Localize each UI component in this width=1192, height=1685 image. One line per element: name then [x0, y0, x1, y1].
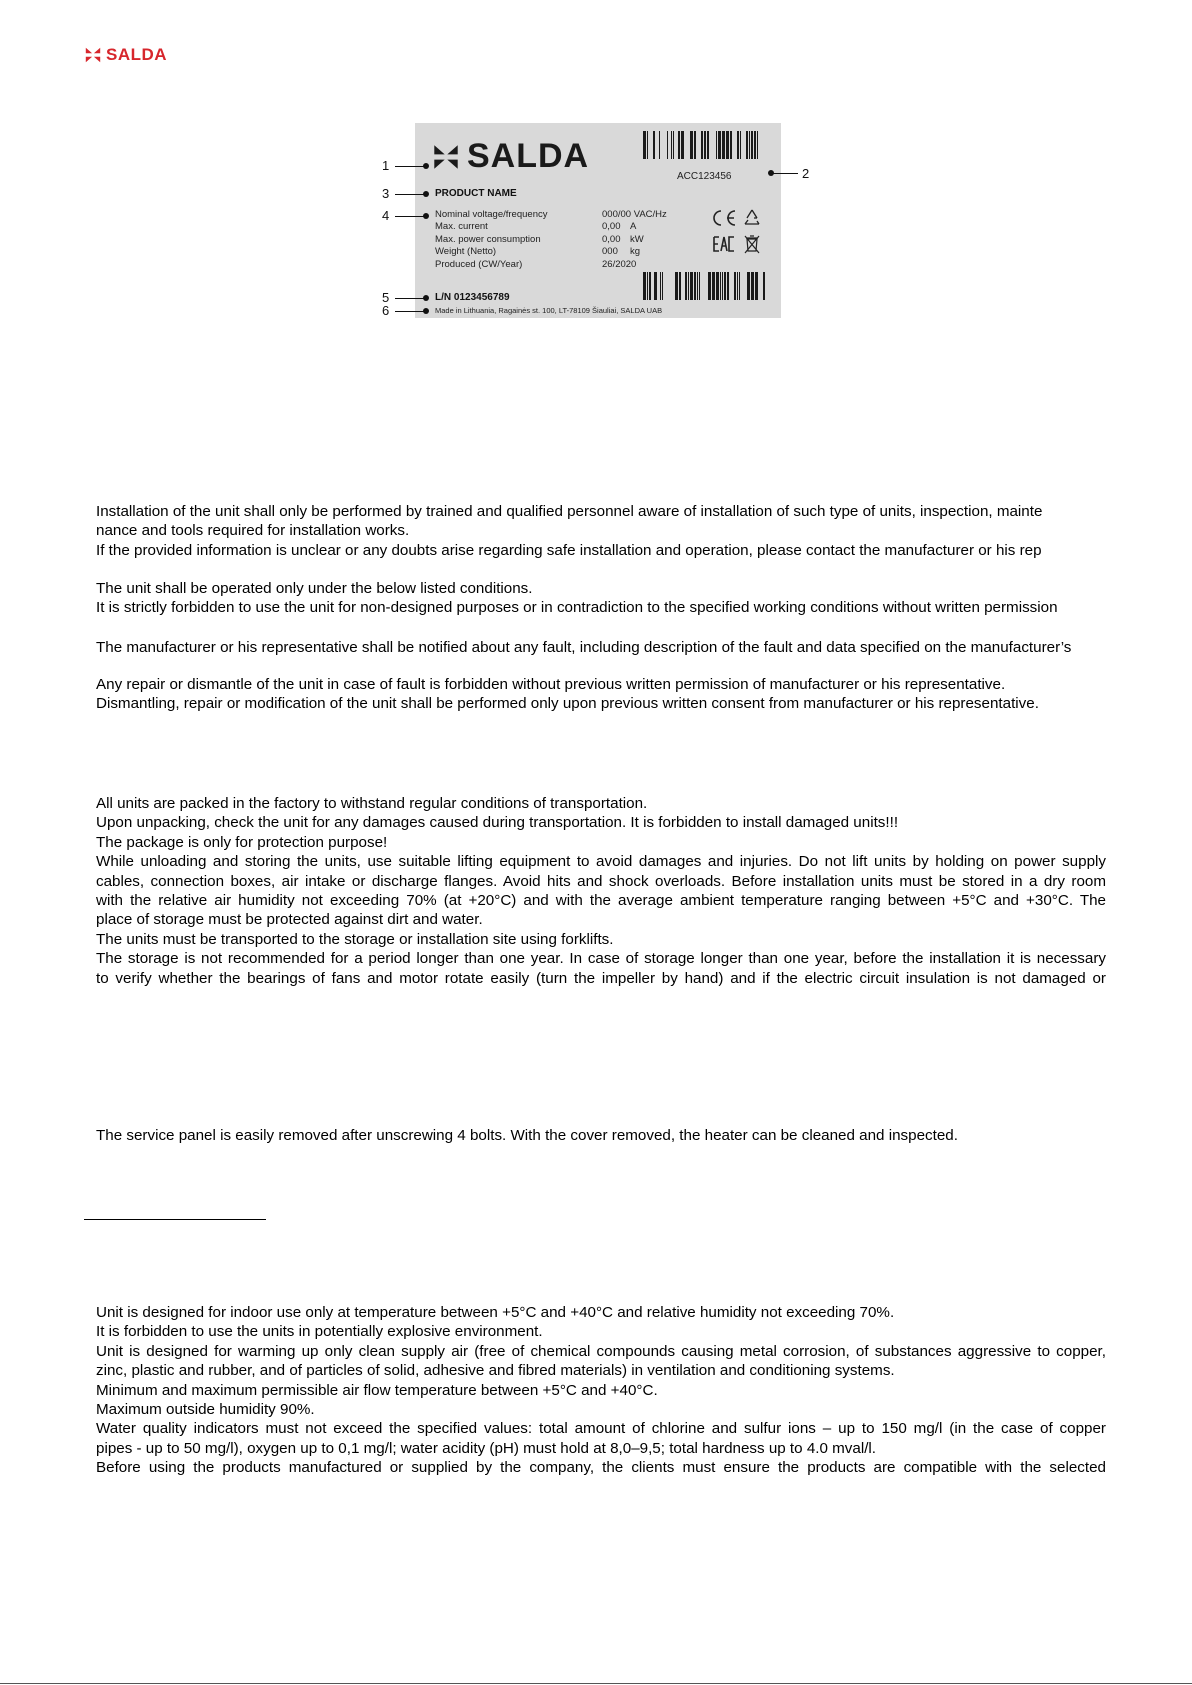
label-product-name: PRODUCT NAME — [435, 188, 517, 199]
callout-line — [772, 173, 798, 174]
text-line: Any repair or dismantle of the unit in case of fault is forbidden without previous written permission of manufacturer or his representative. — [96, 676, 1006, 693]
installation-paragraph — [96, 502, 1106, 560]
callout-dot — [423, 163, 429, 169]
label-product-code: ACC123456 — [677, 171, 732, 182]
barcode-bar — [694, 131, 696, 159]
barcode-bar — [746, 131, 748, 159]
eac-mark-icon — [713, 236, 735, 252]
text-line: Unit is designed for warming up only clean supply air (free of chemical compounds causing metal corrosion, of substances aggressive to copper, — [96, 1342, 1106, 1360]
barcode-bar — [690, 272, 693, 300]
spec-row: Weight (Netto) 000 kg — [435, 246, 641, 258]
callout-number: 4 — [382, 208, 390, 223]
barcode-bar — [690, 131, 693, 159]
barcode-bar — [679, 272, 681, 300]
barcode-bar — [757, 131, 758, 159]
barcode-bar — [751, 131, 753, 159]
text-line: Dismantling, repair or modification of the unit shall be performed only upon previous written consent from manufacturer or his representative. — [96, 695, 1039, 713]
barcode-bar — [724, 272, 726, 300]
transport-paragraph — [96, 794, 1106, 988]
barcode-bar — [685, 272, 687, 300]
page-bottom-edge — [0, 1683, 1192, 1684]
callout-dot — [423, 213, 429, 219]
barcode-bar — [726, 131, 729, 159]
header-brand-name: SALDA — [106, 45, 168, 64]
label-specs — [435, 209, 667, 271]
callout-number: 5 — [382, 290, 390, 305]
barcode-bar — [712, 272, 715, 300]
text-line: Maximum outside humidity 90%. — [96, 1401, 315, 1419]
barcode-bar — [716, 131, 717, 159]
barcode-bar — [701, 131, 703, 159]
callout-dot — [423, 308, 429, 314]
footnote-divider — [84, 1219, 266, 1220]
weee-bin-icon — [743, 234, 761, 254]
ce-mark-icon — [709, 209, 739, 227]
text-line: zinc, plastic and rubber, and of particles of solid, adhesive and fibred materials) in ventilation and conditioning systems. — [96, 1362, 895, 1380]
fault-paragraph — [96, 638, 1106, 657]
barcode-bar — [662, 272, 663, 300]
spec-row: Produced (CW/Year) 26/2020 — [435, 258, 637, 270]
service-paragraph — [96, 1126, 1106, 1145]
spec-row: Max. current 0,00 A — [435, 221, 637, 233]
barcode-bar — [737, 131, 739, 159]
barcode-bar — [694, 272, 696, 300]
text-line: with the relative air humidity not exceeding 70% (at +20°C) and with the average ambient temperature ranging between +5°C and +30°C. The — [96, 892, 1106, 910]
barcode-bar — [720, 272, 721, 300]
callout-dot — [423, 295, 429, 301]
barcode-bar — [643, 131, 646, 159]
text-line: The package is only for protection purpose! — [96, 833, 388, 851]
text-line: The units must be transported to the storage or installation site using forklifts. — [96, 930, 614, 948]
text-line: It is strictly forbidden to use the unit for non-designed purposes or in contradiction to the specified working conditions without written permission — [96, 599, 1058, 617]
barcode-bar — [659, 131, 660, 159]
repair-paragraph — [96, 675, 1106, 714]
text-line: If the provided information is unclear or any doubts arise regarding safe installation and operation, please contact the manufacturer or his rep — [96, 541, 1042, 559]
barcode-bar — [708, 272, 711, 300]
barcode-bar — [739, 272, 740, 300]
barcode-bar — [673, 131, 674, 159]
barcode-bar — [751, 272, 754, 300]
text-line: Water quality indicators must not exceed the specified values: total amount of chlorine and sulfur ions – up to 150 mg/l (in the case of copper — [96, 1420, 1106, 1438]
barcode-bar — [671, 131, 672, 159]
callout-number: 3 — [382, 186, 390, 201]
barcode-bar — [688, 272, 689, 300]
text-line: Upon unpacking, check the unit for any damages caused during transportation. It is forbidden to install damaged units!!! — [96, 814, 899, 832]
callout-number: 2 — [802, 166, 810, 181]
salda-logo-icon — [433, 144, 459, 170]
label-brand-name: SALDA — [467, 137, 590, 175]
barcode-bar — [722, 272, 723, 300]
text-line: place of storage must be protected against dirt and water. — [96, 911, 483, 929]
barcode-bar — [716, 272, 719, 300]
spec-row: Max. power consumption 0,00 kW — [435, 233, 644, 245]
barcode-bar — [697, 272, 698, 300]
barcode-bar — [681, 131, 684, 159]
text-line: The storage is not recommended for a period longer than one year. In case of storage longer than one year, before the installation it is necessary — [96, 950, 1106, 968]
label-logo — [433, 137, 589, 176]
barcode-bar — [699, 272, 700, 300]
barcode-bar — [763, 272, 765, 300]
barcode-bar — [667, 131, 668, 159]
barcode-bar — [718, 131, 721, 159]
callout-number: 1 — [382, 158, 390, 173]
text-line: While unloading and storing the units, use suitable lifting equipment to avoid damages and injuries. Do not lift units by holding on power supply — [96, 853, 1106, 871]
callout-line — [395, 311, 425, 312]
callout-line — [395, 298, 425, 299]
barcode-bar — [722, 131, 725, 159]
callout-number: 6 — [382, 303, 390, 318]
operation-paragraph — [96, 579, 1106, 618]
barcode-bar — [653, 131, 655, 159]
label-lot-number: L/N 0123456789 — [435, 292, 510, 303]
label-made-in: Made in Lithuania, Ragainės st. 100, LT-78109 Šiauliai, SALDA UAB — [435, 306, 663, 315]
barcode-bar — [747, 272, 750, 300]
barcode-bar — [675, 272, 678, 300]
text-line: to verify whether the bearings of fans and motor rotate easily (turn the impeller by hand) and if the electric circuit insulation is not damaged or — [96, 969, 1106, 987]
callout-line — [395, 166, 425, 167]
header-logo — [84, 44, 167, 66]
text-line: All units are packed in the factory to withstand regular conditions of transportation. — [96, 795, 648, 812]
barcode-bar — [660, 272, 661, 300]
callout-line — [395, 194, 425, 195]
text-line: Minimum and maximum permissible air flow temperature between +5°C and +40°C. — [96, 1381, 658, 1399]
text-line: Before using the products manufactured or supplied by the company, the clients must ensure the products are compatible with the selected — [96, 1459, 1106, 1477]
text-line: cables, connection boxes, air intake or discharge flanges. Avoid hits and shock overloads. Before installation units must be stored in a dry room — [96, 872, 1106, 890]
text-line: Unit is designed for indoor use only at temperature between +5°C and +40°C and relative humidity not exceeding 70%. — [96, 1304, 895, 1321]
barcode-bar — [647, 272, 648, 300]
barcode-bar — [734, 272, 736, 300]
recycle-icon — [741, 207, 763, 229]
barcode-bar — [749, 131, 750, 159]
text-line: The unit shall be operated only under the below listed conditions. — [96, 580, 533, 597]
barcode-bar — [643, 272, 646, 300]
barcode-bar — [678, 131, 680, 159]
salda-logo-icon — [84, 46, 102, 64]
callout-dot — [423, 191, 429, 197]
text-line: pipes - up to 50 mg/l), oxygen up to 0,1 mg/l; water acidity (pH) must hold at 8,0–9,5; total hardness up to 4.0 mval/l. — [96, 1439, 877, 1457]
barcode-icon — [643, 272, 767, 300]
barcode-bar — [737, 272, 738, 300]
spec-row: Nominal voltage/frequency 000/00 VAC/Hz — [435, 209, 667, 220]
barcode-bar — [707, 131, 709, 159]
barcode-bar — [704, 131, 706, 159]
barcode-bar — [755, 272, 758, 300]
barcode-bar — [727, 272, 729, 300]
text-line: Installation of the unit shall only be performed by trained and qualified personnel aware of installation of such type of units, inspection, mainte — [96, 503, 1043, 520]
barcode-bar — [740, 131, 741, 159]
text-line: It is forbidden to use the units in potentially explosive environment. — [96, 1323, 543, 1341]
text-line: The manufacturer or his representative shall be notified about any fault, including description of the fault and data specified on the manufacturer’s — [96, 639, 1072, 656]
callout-line — [395, 216, 425, 217]
text-line: The service panel is easily removed after unscrewing 4 bolts. With the cover removed, the heater can be cleaned and inspected. — [96, 1127, 958, 1144]
barcode-bar — [730, 131, 732, 159]
rating-label — [415, 123, 781, 318]
barcode-bar — [654, 272, 657, 300]
barcode-bar — [647, 131, 648, 159]
conditions-paragraph — [96, 1303, 1106, 1478]
barcode-icon — [643, 131, 767, 159]
barcode-bar — [754, 131, 756, 159]
text-line: nance and tools required for installation works. — [96, 522, 410, 540]
barcode-bar — [649, 272, 651, 300]
